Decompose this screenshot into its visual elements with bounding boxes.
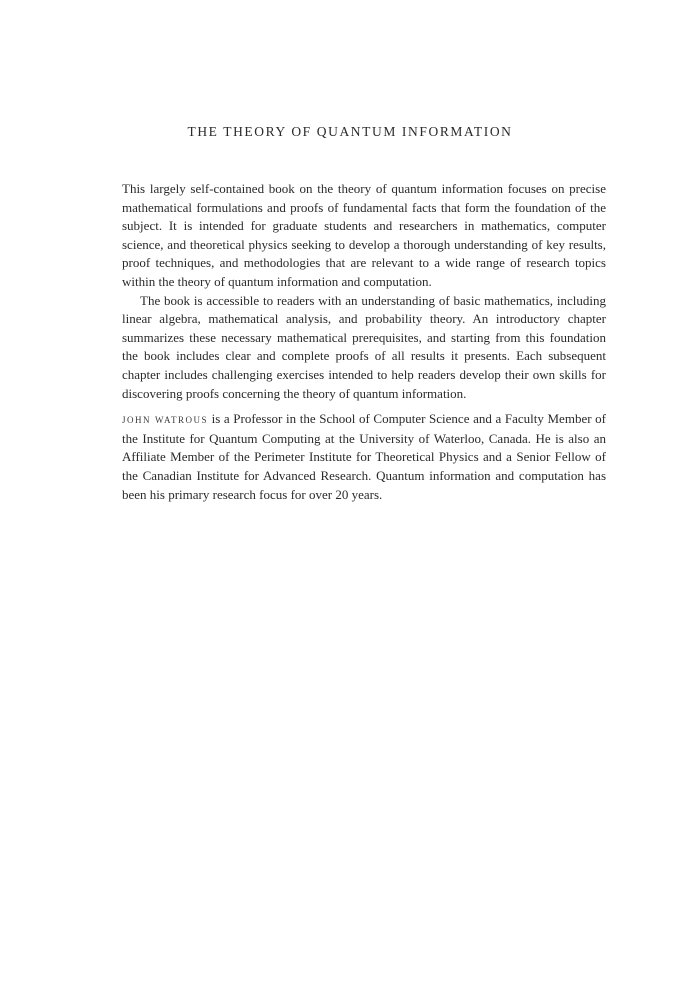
author-bio-paragraph <box>122 410 606 504</box>
book-title: THE THEORY OF QUANTUM INFORMATION <box>187 124 513 139</box>
author-name: JOHN WATROUS <box>122 415 208 426</box>
author-bio: is a Professor in the School of Computer Science and a Faculty Member of the Institute for Quantum Computing at the University of Waterloo, Canada. He is also an Affiliate Member of the Perimeter Institute for Theoretical Physics and a Senior Fellow of the Canadian Institute for Advanced Research. Quantum information and computation has been his primary research focus for over 20 years. <box>122 411 606 502</box>
description-paragraph-1: This largely self-contained book on the theory of quantum information focuses on precise mathematical formulations and proofs of fundamental facts that form the foundation of the subject. It is intended for graduate students and researchers in mathematics, computer science, and theoretical physics seeking to develop a thorough understanding of key results, proof techniques, and methodologies that are relevant to a wide range of research topics within the theory of quantum information and computation. <box>122 181 606 289</box>
book-description <box>122 180 606 504</box>
description-paragraph-2: The book is accessible to readers with an understanding of basic mathematics, including linear algebra, mathematical analysis, and probability theory. An introductory chapter summarizes these necessary mathematical prerequisites, and starting from this foundation the book includes clear and complete proofs of all results it presents. Each subsequent chapter includes challenging exercises intended to help readers develop their own skills for discovering proofs concerning the theory of quantum information. <box>122 292 606 401</box>
